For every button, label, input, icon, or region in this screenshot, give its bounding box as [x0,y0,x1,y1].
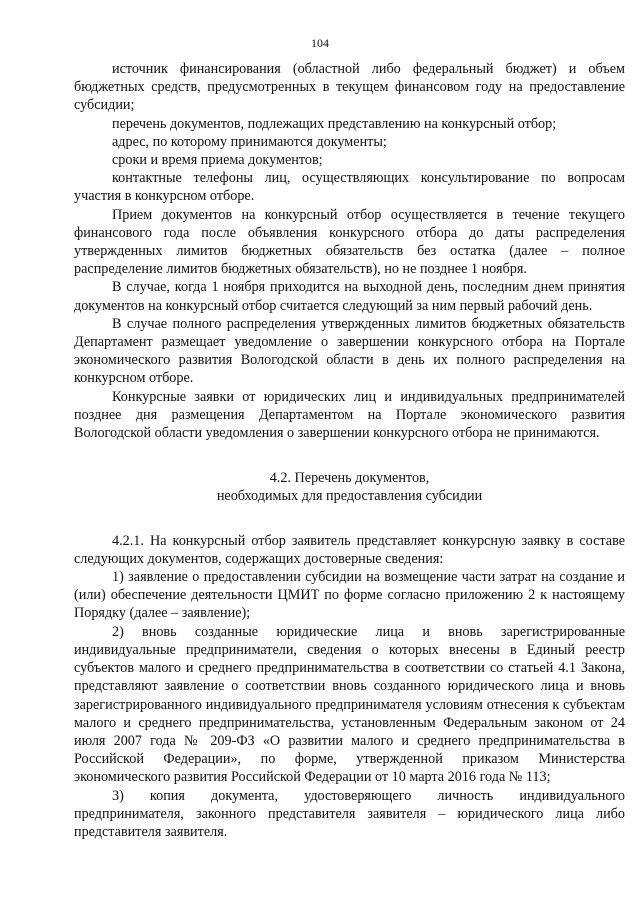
paragraph-full-distribution: В случае полного распределения утвержденных лимитов бюджетных обязательств Департамент размещает уведомление о завершении конкурсного отбора на Портале экономического развития Вологодской области в день их полного распределения на конкурсном отборе. [74,315,625,387]
paragraph-item-3: 3) копия документа, удостоверяющего личность индивидуального предпринимателя, законного представителя заявителя – юридического лица либо представителя заявителя. [74,787,625,840]
paragraph-document-list: перечень документов, подлежащих представлению на конкурсный отбор; [112,115,557,132]
paragraph-item-1: 1) заявление о предоставлении субсидии на возмещение части затрат на создание и (или) обеспечение деятельности ЦМИТ по форме согласно приложению 2 к настоящему Порядку (далее – заявление); [74,569,625,622]
page-number: 104 [311,36,329,50]
paragraph-funding-source: источник финансирования (областной либо федеральный бюджет) и объем бюджетных средств, предусмотренных в текущем финансовом году на предоставление субсидии; [74,61,625,114]
paragraph-late-applications: Конкурсные заявки от юридических лиц и индивидуальных предпринимателей позднее дня размещения Департаментом на Портале экономического развития Вологодской области уведомления о завершении конкурсного отбора не принимаются. [74,388,625,442]
section-heading-line-2: необходимых для предоставления субсидии [216,488,483,505]
section-heading [74,469,625,505]
paragraph-holiday-rule: В случае, когда 1 ноября приходится на выходной день, последним днем принятия документов на конкурсный отбор считается следующий за ним первый рабочий день. [74,279,625,314]
paragraph-item-2: 2) вновь созданные юридические лица и вновь зарегистрированные индивидуальные предприниматели, сведения о которых внесены в Единый реестр субъектов малого и среднего предпринимательства в соответствии со статьей 4.1 Закона, представляют заявление о соответствии вновь созданного юридического лица и вновь зарегистрированного индивидуального предпринимателя условиям отнесения к субъектам малого и среднего предпринимательства, установленным Федеральным законом от 24 июля 2007 года № 209-ФЗ «О развитии малого и среднего предпринимательства в Российской Федерации», по форме, утвержденной приказом Министерства экономического развития Российской Федерации от 10 марта 2016 года № 113; [74,623,625,786]
paragraph-4-2-1: 4.2.1. На конкурсный отбор заявитель представляет конкурсную заявку в составе следующих документов, содержащих достоверные сведения: [74,532,625,567]
section-heading-line-1: 4.2. Перечень документов, [269,470,430,487]
paragraph-contacts: контактные телефоны лиц, осуществляющих консультирование по вопросам участия в конкурсном отборе. [74,170,625,205]
paragraph-address: адрес, по которому принимаются документы; [112,133,387,150]
paragraph-acceptance-period: Прием документов на конкурсный отбор осуществляется в течение текущего финансового года после объявления конкурсного отбора до даты распределения утвержденных лимитов бюджетных обязательств без остатка (далее – полное распределение лимитов бюджетных обязательств), но не позднее 1 ноября. [74,206,625,278]
paragraph-deadlines: сроки и время приема документов; [112,152,323,169]
document-body [74,60,625,841]
